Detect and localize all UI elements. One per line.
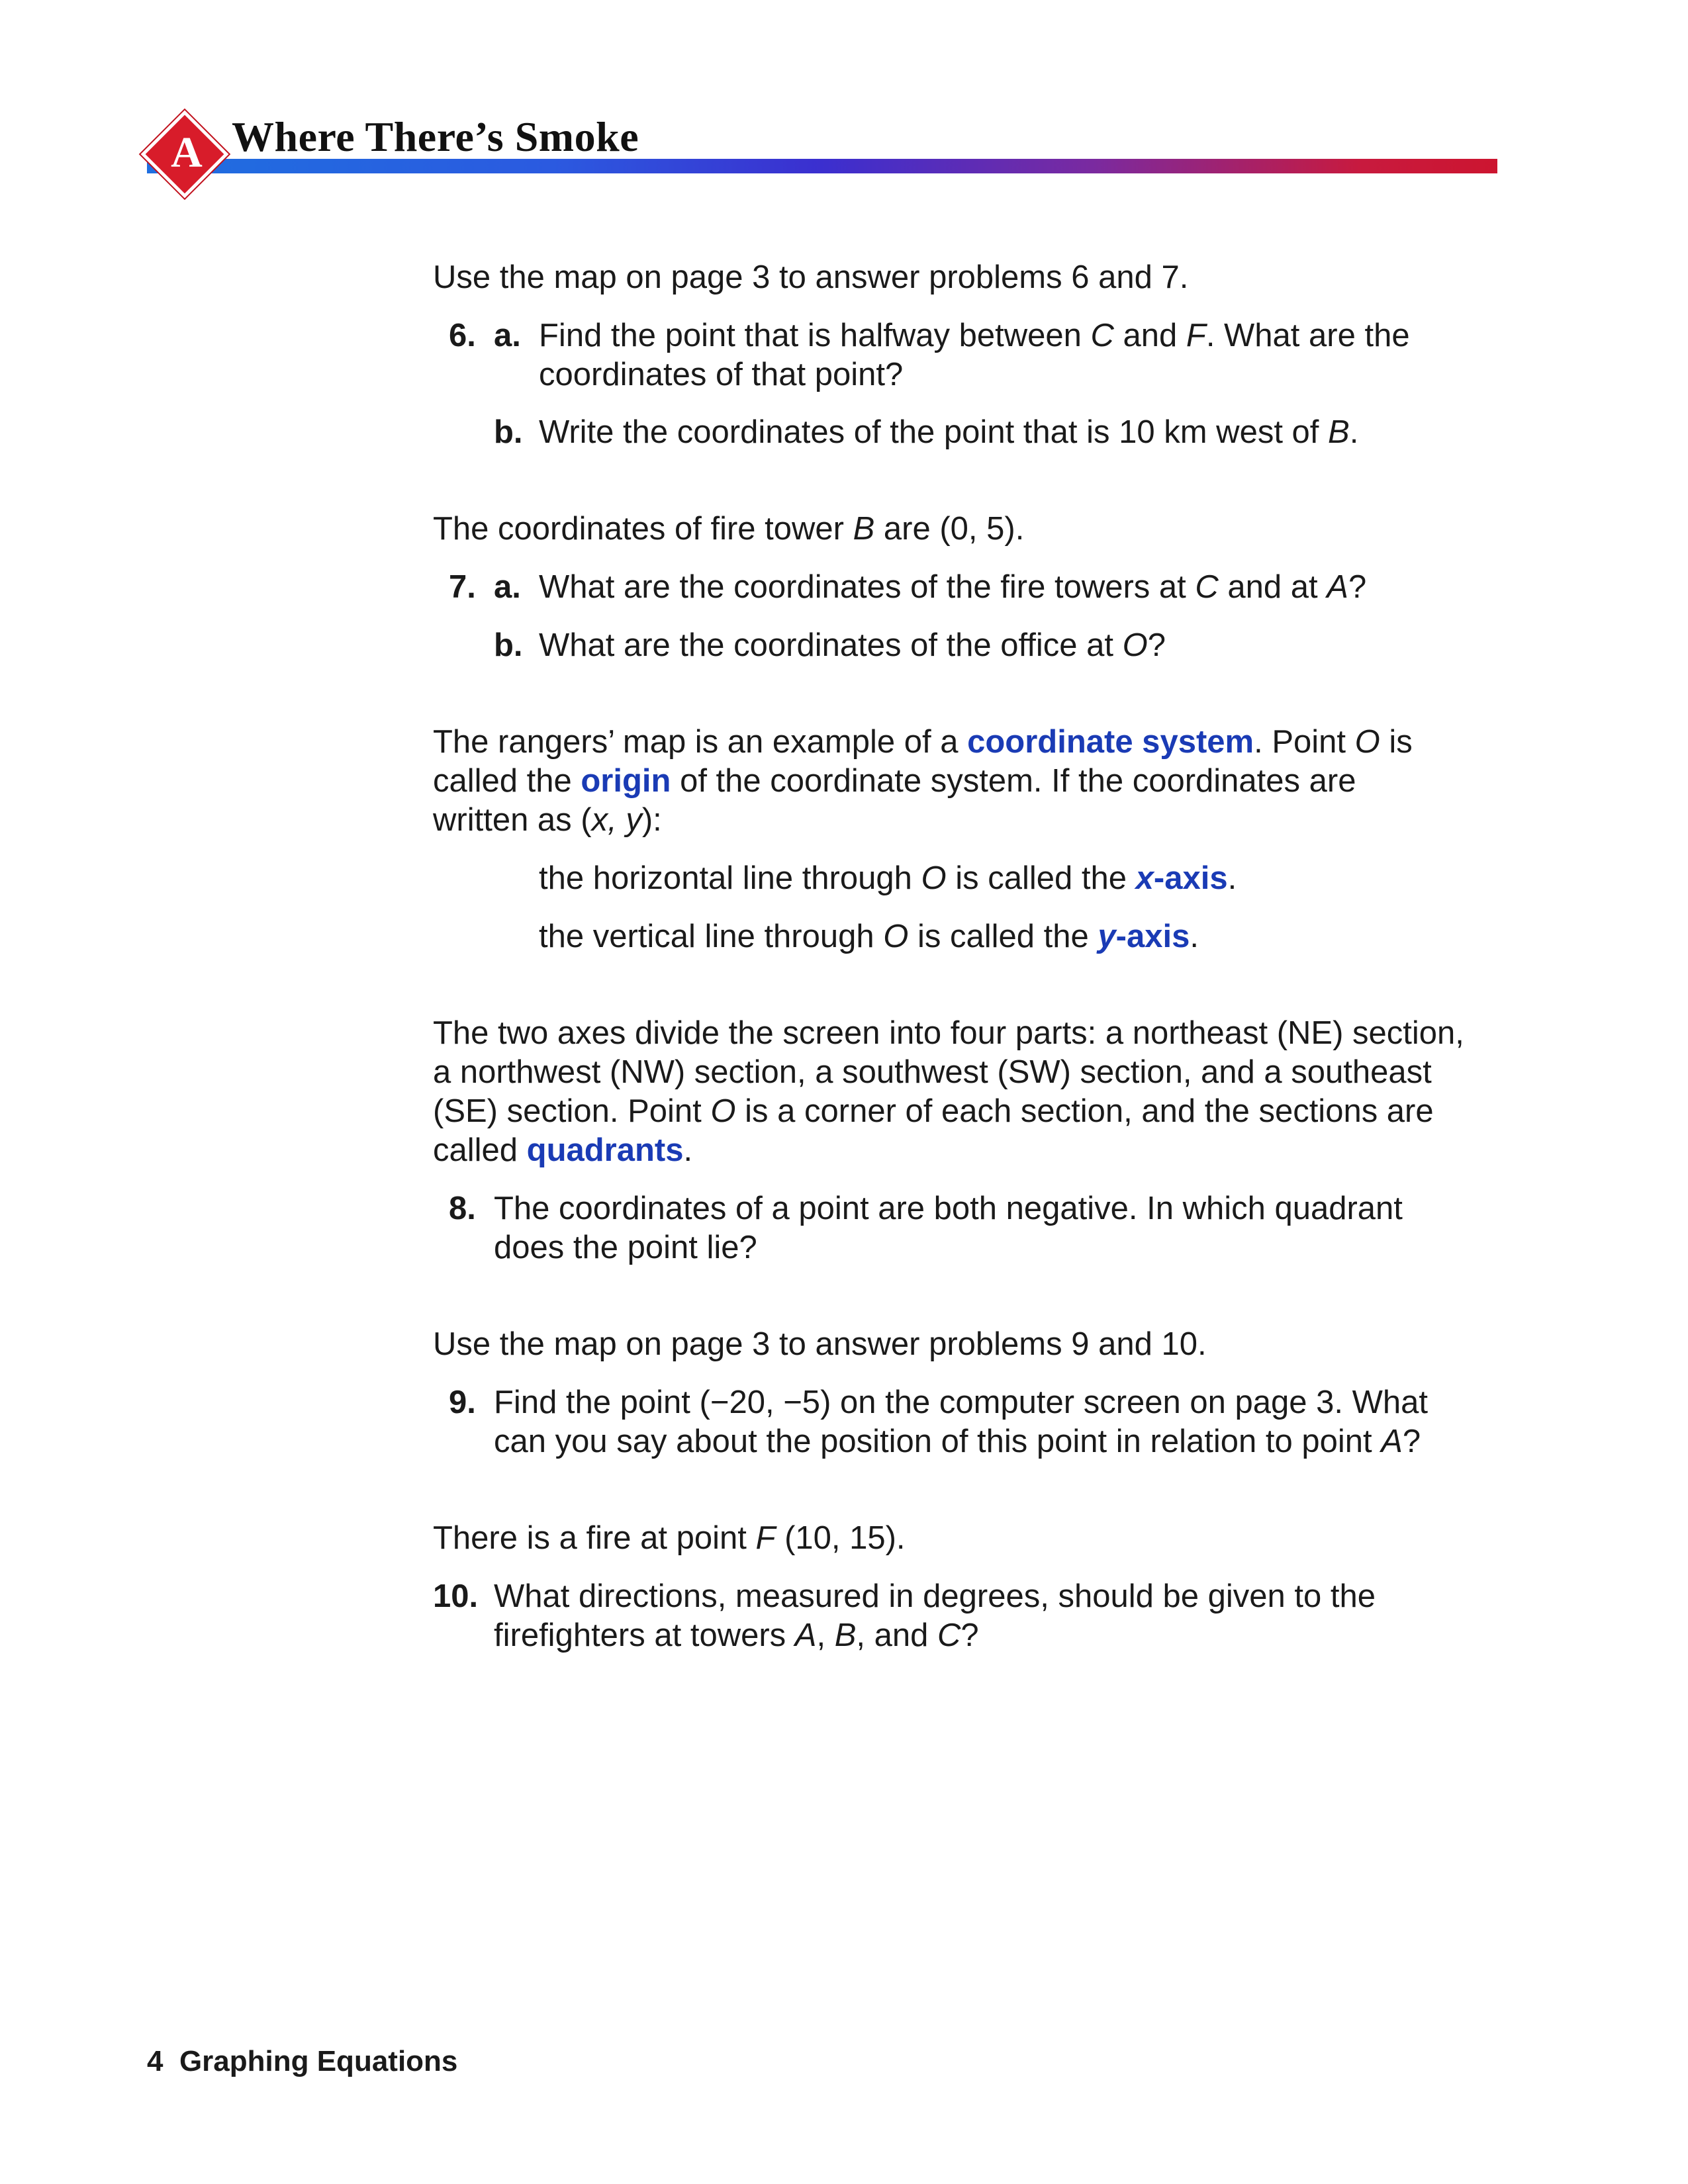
quadrants-line-2: a northwest (NW) section, a southwest (SW) section, and a southeast bbox=[433, 1054, 1432, 1090]
quadrants-line-1: The two axes divide the screen into four parts: a northeast (NE) section, bbox=[433, 1015, 1464, 1051]
problem-10-line-1: What directions, measured in degrees, should be given to the bbox=[494, 1578, 1376, 1614]
sub-label: b. bbox=[494, 414, 523, 450]
term-coordinate-system: coordinate system bbox=[967, 724, 1254, 760]
intro-text-4: There is a fire at point F (10, 15). bbox=[433, 1520, 906, 1556]
problem-8-line-1: The coordinates of a point are both negative. In which quadrant bbox=[494, 1191, 1403, 1226]
problem-7b-text: What are the coordinates of the office at O? bbox=[539, 627, 1166, 663]
term-y-axis: y-axis bbox=[1098, 919, 1190, 954]
intro-text-1: Use the map on page 3 to answer problems 6 and 7. bbox=[433, 259, 1189, 295]
term-quadrants: quadrants bbox=[526, 1132, 684, 1168]
definition-line-3: written as (x, y): bbox=[433, 802, 662, 838]
intro-text-3: Use the map on page 3 to answer problems 9 and 10. bbox=[433, 1326, 1207, 1362]
sub-label: a. bbox=[494, 569, 521, 605]
problem-6b-text: Write the coordinates of the point that is 10 km west of B. bbox=[539, 414, 1359, 450]
problem-9-line-1: Find the point (−20, −5) on the computer screen on page 3. What bbox=[494, 1385, 1428, 1420]
definition-line-2: called the origin of the coordinate system. If the coordinates are bbox=[433, 763, 1356, 799]
problem-number: 10. bbox=[433, 1578, 479, 1614]
y-axis-definition: the vertical line through O is called the y-axis. bbox=[539, 919, 1199, 954]
problem-7a-text: What are the coordinates of the fire towers at C and at A? bbox=[539, 569, 1367, 605]
sub-label: b. bbox=[494, 627, 523, 663]
problem-9-line-2: can you say about the position of this point in relation to point A? bbox=[494, 1424, 1421, 1459]
intro-text-2: The coordinates of fire tower B are (0, 5). bbox=[433, 511, 1025, 547]
problem-number: 6. bbox=[449, 318, 476, 353]
page-footer bbox=[147, 2045, 457, 2078]
problem-6a-line-1: Find the point that is halfway between C and F. What are the bbox=[539, 318, 1410, 353]
problem-6a-line-2: coordinates of that point? bbox=[539, 357, 904, 392]
book-title: Graphing Equations bbox=[179, 2045, 458, 2077]
section-badge-letter: A bbox=[171, 128, 203, 177]
sub-label: a. bbox=[494, 318, 521, 353]
problem-8-line-2: does the point lie? bbox=[494, 1230, 757, 1265]
page-number: 4 bbox=[147, 2045, 164, 2077]
quadrants-line-3: (SE) section. Point O is a corner of each section, and the sections are bbox=[433, 1093, 1434, 1129]
problem-number: 8. bbox=[449, 1191, 476, 1226]
page-header bbox=[147, 113, 1497, 179]
problem-number: 9. bbox=[449, 1385, 476, 1420]
x-axis-definition: the horizontal line through O is called the x-axis. bbox=[539, 860, 1237, 896]
definition-line-1: The rangers’ map is an example of a coordinate system. Point O is bbox=[433, 724, 1413, 760]
chapter-title: Where There’s Smoke bbox=[232, 113, 639, 160]
term-x-axis: x-axis bbox=[1135, 860, 1228, 896]
problem-number: 7. bbox=[449, 569, 476, 605]
term-origin: origin bbox=[581, 763, 671, 799]
problem-10-line-2: firefighters at towers A, B, and C? bbox=[494, 1617, 979, 1653]
quadrants-line-4: called quadrants. bbox=[433, 1132, 693, 1168]
